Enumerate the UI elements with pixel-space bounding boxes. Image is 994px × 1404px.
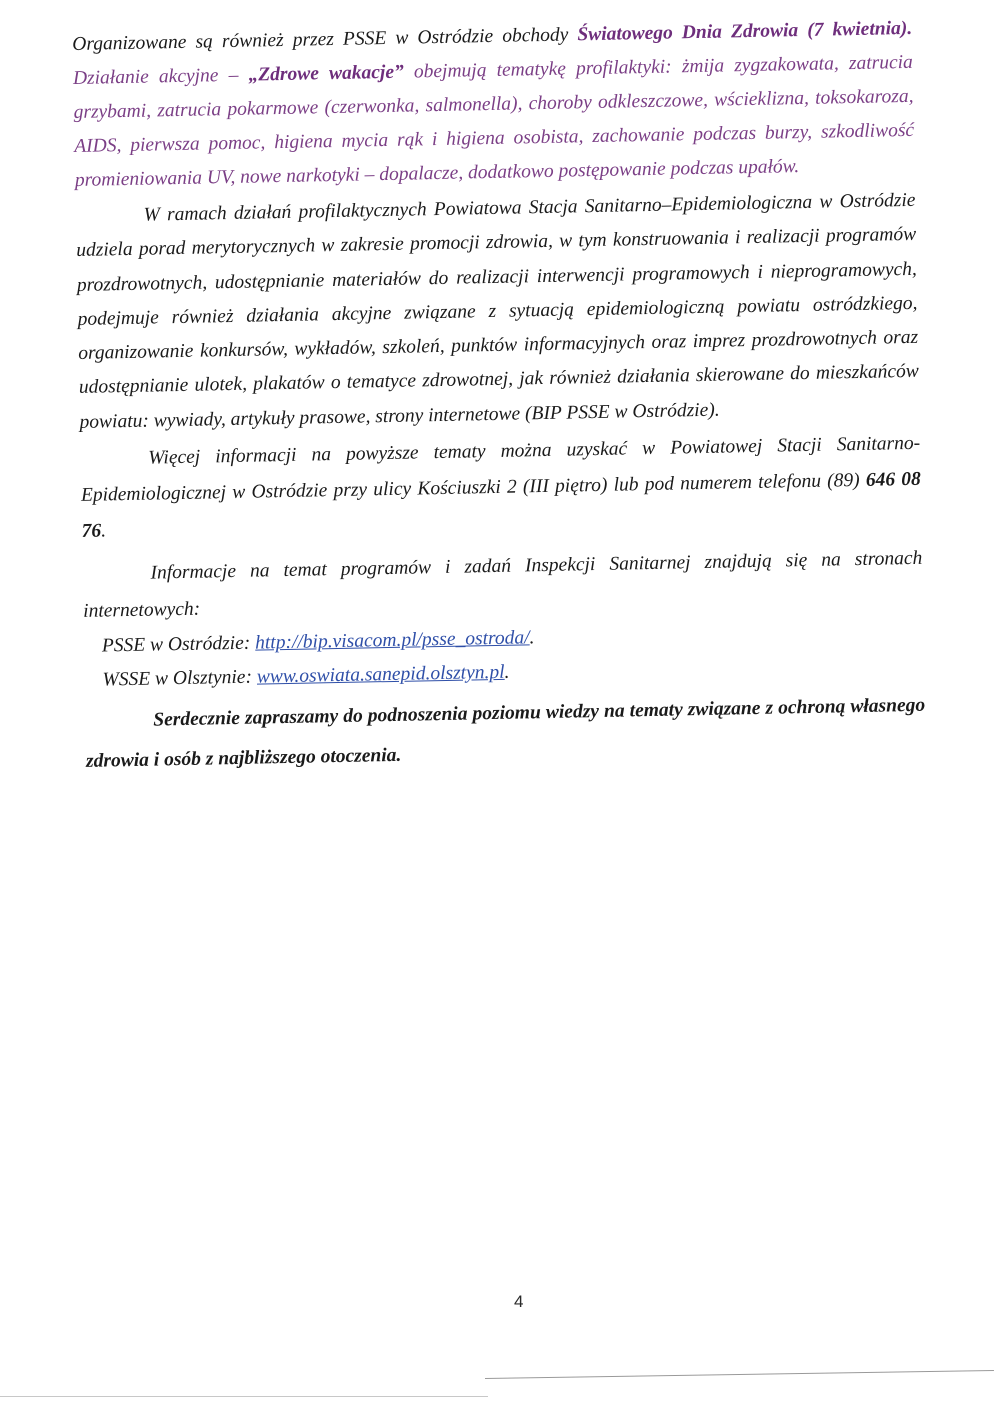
scan-edge-line-faint <box>0 1396 488 1397</box>
psse-link-suffix: . <box>529 627 535 649</box>
paragraph1-lead: Organizowane są również przez PSSE w Ostródzie obchody <box>72 24 578 55</box>
page-number: 4 <box>514 1292 524 1311</box>
action-intro: Działanie akcyjne – <box>72 64 249 89</box>
scan-edge-line <box>485 1370 994 1379</box>
paragraph-websites-intro: Informacje na temat programów i zadań Inspekcji Sanitarnej znajdują się na stronach internetowych: <box>83 547 923 622</box>
phone-number: 646 08 76 <box>81 468 922 542</box>
wsse-label: WSSE w Olsztynie: <box>102 666 258 691</box>
action-name-zdrowe-wakacje: „Zdrowe wakacje” <box>248 61 404 86</box>
psse-website-link[interactable]: http://bip.visacom.pl/psse_ostroda/ <box>254 627 530 654</box>
more-info-text: Więcej informacji na powyższe tematy można uzyskać w Powiatowej Stacji Sanitarno-Epidemiologicznej w Ostródzie przy ulicy Kościuszki 2 (III piętro) lub pod numerem telefonu (89) <box>80 432 921 506</box>
world-health-day-highlight: Światowego Dnia Zdrowia (7 kwietnia). <box>577 17 913 46</box>
document-body <box>72 12 926 782</box>
wsse-website-link[interactable]: www.oswiata.sanepid.olsztyn.pl <box>256 661 505 688</box>
action-topics-text: obejmują tematykę profilaktyki: żmija zygzakowata, zatrucia grzybami, zatrucia pokarmowe (czerwonka, salmonella), choroby odkleszczowe, wścieklizna, toksokaroza, AIDS, pierwsza pomoc, higiena mycia rąk i higiena osobista, zachowanie podczas burzy, szkodliwość promieniowania UV, nowe narkotyki – dopalacze, dodatkowo postępowanie podczas upałów. <box>73 51 915 191</box>
paragraph-world-health-day <box>72 12 915 198</box>
psse-label: PSSE w Ostródzie: <box>101 632 256 657</box>
wsse-link-suffix: . <box>504 661 510 683</box>
more-info-end: . <box>100 520 107 542</box>
paragraph-prophylaxis-activities: W ramach działań profilaktycznych Powiatowa Stacja Sanitarno–Epidemiologiczna w Ostródzie udziela porad merytorycznych w zakresie promocji zdrowia, w tym konstruowania i realizacji programów prozdrowotnych, udostępnianie materiałów do realizacji interwencji programowych i nieprogramowych, podejmuje również działania akcyjne związane z sytuacją epidemiologiczną powiatu ostródzkiego, organizowanie konkursów, wykładów, szkoleń, punktów informacyjnych oraz imprez prozdrowotnych oraz udostępnianie ulotek, plakatów o tematyce zdrowotnej, jak również działania skierowane do mieszkańców powiatu: wywiady, artykuły prasowe, strony internetowe (BIP PSSE w Ostródzie). <box>76 189 919 433</box>
paragraph-more-information <box>80 426 922 550</box>
closing-invitation: Serdecznie zapraszamy do podnoszenia poziomu wiedzy na tematy związane z ochroną własnego zdrowia i osób z najbliższego otoczenia. <box>85 694 926 772</box>
